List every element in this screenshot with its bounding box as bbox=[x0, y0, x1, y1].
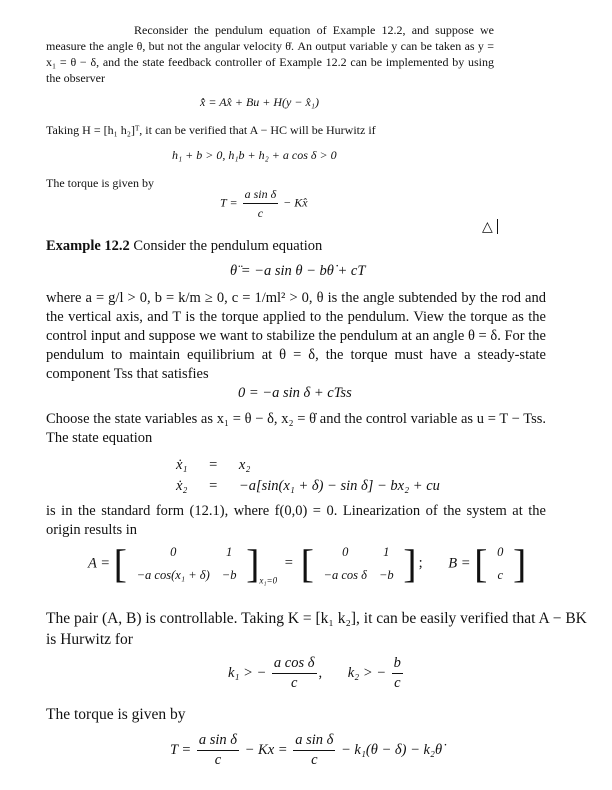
matrix-a2-cell: −a cos δ bbox=[323, 568, 367, 582]
matrix-a1-left-bracket: [ bbox=[113, 541, 127, 586]
observer-equation: x̂̇ = Ax̂ + Bu + H(y − x̂₁) bbox=[200, 95, 319, 109]
matrix-equals: = bbox=[284, 555, 293, 572]
k2-fraction-den: c bbox=[394, 675, 401, 691]
matrix-b-left-bracket: [ bbox=[474, 541, 488, 586]
state-equation-row-2 bbox=[176, 477, 440, 496]
matrix-a2-right-bracket: ] bbox=[403, 541, 417, 586]
example-label: Example 12.2 bbox=[46, 238, 130, 254]
matrix-a-label: A = bbox=[88, 555, 111, 572]
k1-fraction-den: c bbox=[290, 675, 298, 691]
k1-fraction bbox=[272, 655, 317, 692]
state-2-eq: = bbox=[209, 478, 218, 494]
matrix-a2-cell: 0 bbox=[342, 545, 349, 559]
choose-paragraph: Choose the state variables as x₁ = θ − δ, x₂ = θ̇ and the control variable as u = T − Tss. The state equation bbox=[46, 411, 546, 446]
observer-torque-equation bbox=[220, 186, 308, 221]
matrix-a1-cell: 0 bbox=[170, 545, 177, 559]
where-paragraph: where a = g/l > 0, b = k/m ≥ 0, c = 1/ml² > 0, θ is the angle subtended by the rod and the vertical axis, and T is the torque applied to the pendulum. View the torque as the control input and suppose we want to stabilize the pendulum at an angle θ = δ. For the pendulum to maintain equilibrium at θ = δ, the torque must have a steady-state component Tss that satisfies bbox=[46, 290, 546, 382]
state-2-rhs: −a[sin(x₁ + δ) − sin δ] − bx₂ + cu bbox=[238, 478, 440, 494]
torque-fraction-den: c bbox=[257, 206, 264, 220]
t-fraction-2-den: c bbox=[311, 752, 318, 768]
matrix-a1 bbox=[131, 541, 243, 587]
matrix-a2 bbox=[318, 541, 400, 587]
torque-lhs: T = bbox=[220, 195, 238, 210]
matrix-a1-cell: −a cos(x₁ + δ) bbox=[136, 568, 210, 582]
state-equation-row-1 bbox=[176, 456, 250, 475]
k2-lhs: k₂ > − bbox=[347, 664, 387, 681]
matrix-evaluation-subscript: x₁=0 bbox=[259, 575, 278, 586]
t-fraction-1 bbox=[197, 732, 239, 769]
state-2-lhs: ẋ₂ bbox=[176, 478, 188, 494]
matrix-a2-left-bracket: [ bbox=[300, 541, 314, 586]
state-1-eq: = bbox=[209, 457, 218, 473]
controllable-paragraph: The pair (A, B) is controllable. Taking K = [k₁ k₂], it can be easily verified that A − BK is Hurwitz for bbox=[46, 610, 587, 648]
text-cursor bbox=[497, 219, 498, 234]
hurwitz-paragraph: Taking H = [h₁ h₂]ᵀ, it can be verified that A − HC will be Hurwitz if bbox=[46, 123, 376, 137]
matrix-a2-cell: 1 bbox=[383, 545, 390, 559]
matrix-separator: ; bbox=[418, 555, 423, 572]
matrix-a1-cell: −b bbox=[221, 568, 237, 582]
linearization-matrices bbox=[88, 541, 526, 590]
torque-fraction bbox=[243, 186, 279, 221]
k1-lhs: k₁ > − bbox=[228, 664, 267, 681]
matrix-a1-right-bracket: ] bbox=[246, 541, 260, 586]
matrix-b-label: B = bbox=[448, 555, 471, 572]
gain-conditions bbox=[228, 655, 405, 692]
final-torque-equation bbox=[170, 732, 442, 769]
k1-fraction-num: a cos δ bbox=[272, 655, 317, 674]
t-fraction-2 bbox=[293, 732, 335, 769]
t-middle: − Kx = bbox=[244, 741, 288, 758]
example-heading bbox=[46, 237, 566, 256]
k2-fraction bbox=[392, 655, 403, 692]
matrix-b-cell: 0 bbox=[497, 545, 504, 559]
pendulum-equation: θ̈ = −a sin θ − bθ̇ + cT bbox=[230, 263, 366, 279]
t-rest: − k₁(θ − δ) − k₂θ̇ bbox=[341, 741, 443, 758]
torque-rest: − Kx̂ bbox=[283, 195, 308, 210]
torque-fraction-num: a sin δ bbox=[243, 186, 279, 204]
state-1-rhs: x₂ bbox=[238, 457, 251, 473]
t-lhs: T = bbox=[170, 741, 192, 758]
observer-conditions: h₁ + b > 0, h₁b + h₂ + a cos δ > 0 bbox=[172, 148, 337, 162]
matrix-b bbox=[491, 541, 509, 587]
t-fraction-2-num: a sin δ bbox=[293, 732, 335, 751]
t-fraction-1-den: c bbox=[214, 752, 222, 768]
matrix-a1-cell: 1 bbox=[226, 545, 233, 559]
end-of-example-mark: △ bbox=[482, 219, 493, 235]
torque-intro: The torque is given by bbox=[46, 176, 154, 190]
intro-paragraph: Reconsider the pendulum equation of Example 12.2, and suppose we measure the angle θ, but not the angular velocity θ̇. An output variable y can be taken as y = x₁ = θ − δ, and the state feedback controller of Example 12.2 can be implemented by using the observer bbox=[46, 23, 494, 85]
matrix-a2-cell: −b bbox=[378, 568, 394, 582]
t-fraction-1-num: a sin δ bbox=[197, 732, 239, 751]
steady-state-equation: 0 = −a sin δ + cTss bbox=[238, 385, 352, 401]
gain-separator: , bbox=[318, 664, 323, 681]
final-torque-intro: The torque is given by bbox=[46, 706, 186, 723]
state-1-lhs: ẋ₁ bbox=[176, 457, 188, 473]
matrix-b-right-bracket: ] bbox=[512, 541, 527, 586]
standard-form-paragraph: is in the standard form (12.1), where f(0,0) = 0. Linearization of the system at the origin results in bbox=[46, 503, 546, 538]
k2-fraction-num: b bbox=[392, 655, 403, 674]
example-heading-text: Consider the pendulum equation bbox=[133, 238, 323, 254]
matrix-b-cell: c bbox=[497, 568, 503, 582]
